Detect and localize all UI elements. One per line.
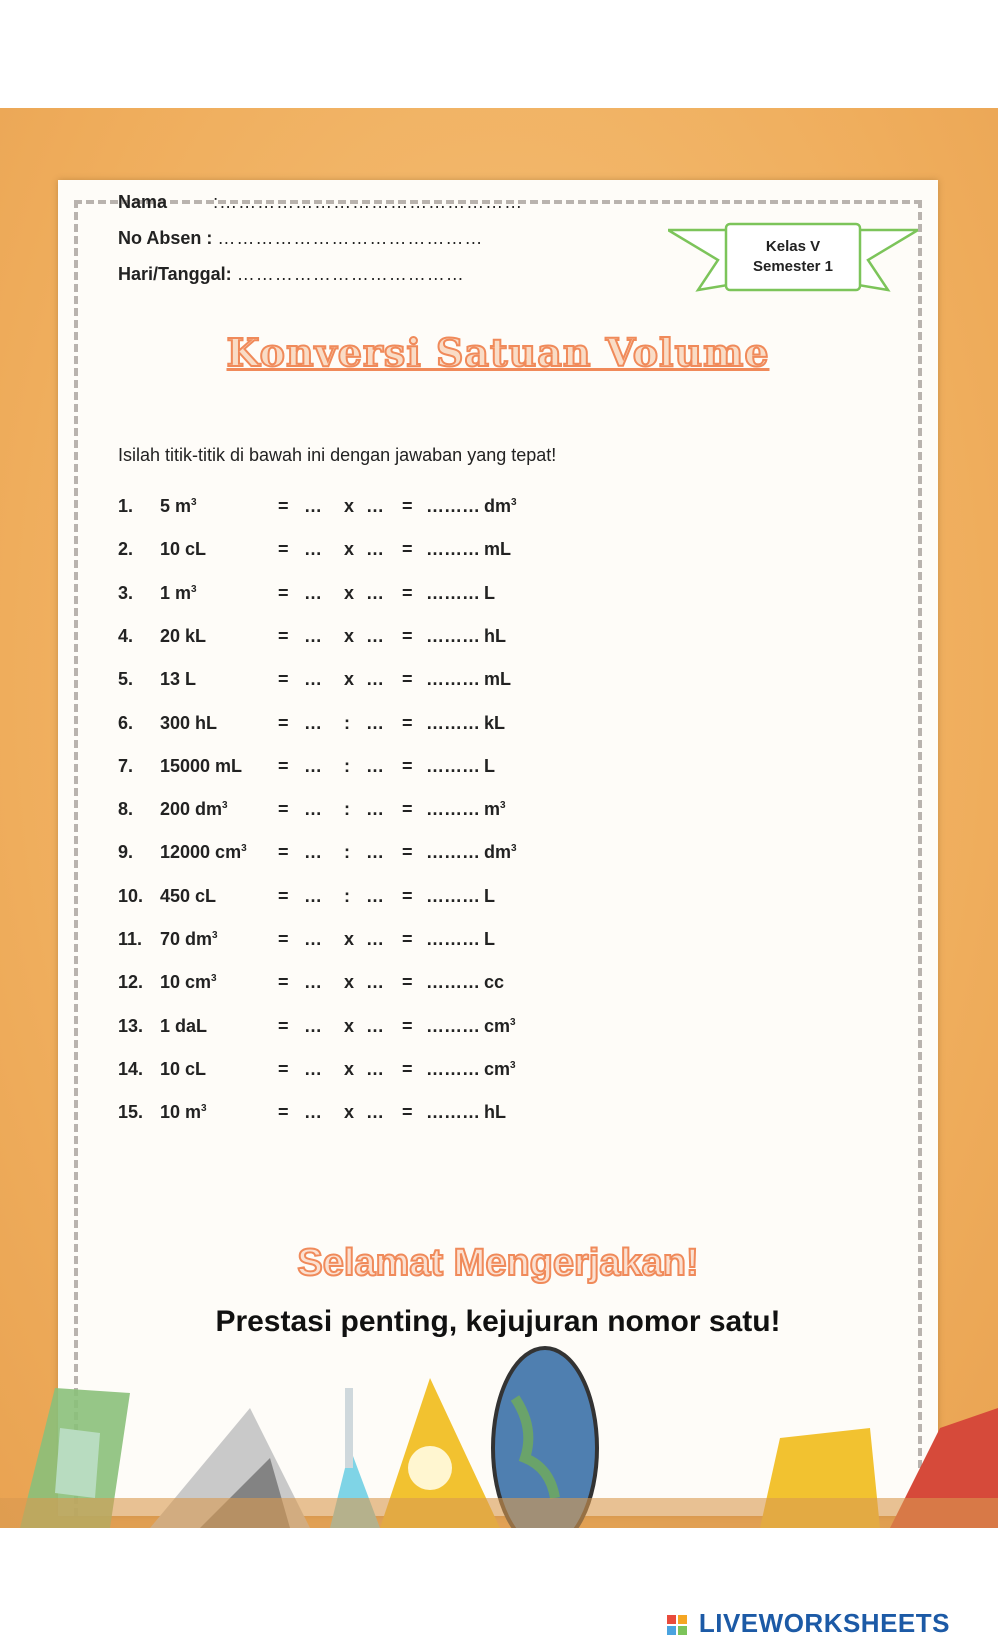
blank-factor-2[interactable]: … (366, 1102, 384, 1123)
answer-field[interactable] (426, 1102, 506, 1123)
question-quantity (160, 1102, 207, 1123)
blank-factor-2[interactable]: … (366, 539, 384, 560)
school-supplies-illustration (0, 1228, 998, 1528)
question-number: 13. (118, 1015, 144, 1036)
equals-sign: = (278, 755, 289, 776)
absen-label: No Absen : (118, 228, 213, 248)
equals-sign: = (402, 582, 413, 603)
equals-sign: = (402, 1058, 413, 1079)
date-label: Hari/Tanggal: (118, 264, 232, 284)
quantity-text: 13 L (160, 669, 197, 690)
banner-semester: Semester 1 (752, 258, 834, 275)
equals-sign: = (402, 625, 413, 646)
equals-sign: = (278, 1102, 289, 1123)
equals-sign: = (402, 972, 413, 993)
answer-field[interactable] (426, 1016, 516, 1037)
blank-factor-2[interactable]: … (366, 1015, 384, 1036)
operator: x (344, 1058, 355, 1079)
operator: x (344, 1015, 355, 1036)
operator: : (344, 755, 350, 776)
question-number: 3. (118, 582, 134, 603)
page-title: Konversi Satuan Volume (226, 330, 770, 375)
answer-unit: mL (484, 539, 511, 560)
answer-unit: hL (484, 1102, 506, 1123)
class-banner (668, 220, 918, 300)
equals-sign: = (402, 712, 413, 733)
quantity-text: 1 m (160, 582, 192, 603)
question-quantity (160, 713, 217, 734)
operator: x (344, 582, 355, 603)
equals-sign: = (278, 496, 289, 516)
equals-sign: = (278, 582, 289, 603)
answer-dots: ……… (426, 539, 480, 560)
answer-dots: ……… (426, 842, 480, 863)
question-number: 11. (118, 929, 143, 949)
answer-dots: ……… (426, 755, 480, 776)
blank-factor-1[interactable]: … (304, 1102, 322, 1123)
blank-factor-1[interactable]: … (304, 929, 322, 949)
equals-sign: = (402, 539, 413, 560)
answer-unit: mL (484, 669, 511, 690)
quantity-exponent: 3 (201, 1103, 207, 1115)
blank-factor-2[interactable]: … (366, 496, 384, 516)
answer-field[interactable] (426, 669, 511, 690)
closing-text: Selamat Mengerjakan! (297, 1242, 699, 1284)
banner-class: Kelas V (765, 238, 821, 255)
answer-field[interactable] (426, 539, 511, 560)
question-number: 12. (118, 972, 144, 993)
blank-factor-2[interactable]: … (366, 885, 384, 906)
operator: x (344, 1102, 355, 1123)
answer-unit: L (484, 929, 495, 949)
quantity-text: 70 dm (160, 929, 213, 949)
answer-unit: cm (484, 1015, 511, 1036)
blank-factor-2[interactable]: … (366, 755, 384, 776)
absen-field[interactable] (118, 228, 483, 249)
blank-factor-1[interactable]: … (304, 1015, 322, 1036)
equals-sign: = (278, 799, 289, 820)
question-quantity (160, 1016, 207, 1037)
blank-factor-2[interactable]: … (366, 625, 384, 646)
liveworksheets-logo[interactable] (667, 1608, 950, 1639)
quantity-text: 5 m (160, 496, 192, 516)
quantity-text: 20 kL (160, 625, 207, 646)
operator: x (344, 496, 355, 516)
answer-field[interactable] (426, 713, 505, 734)
question-quantity (160, 756, 242, 777)
quantity-exponent: 3 (241, 843, 247, 855)
date-field[interactable] (118, 264, 465, 285)
question-quantity (160, 669, 196, 690)
name-field[interactable] (118, 192, 523, 213)
answer-exponent: 3 (500, 800, 506, 812)
answer-dots: ……… (426, 1102, 480, 1123)
blank-factor-1[interactable]: … (304, 712, 322, 733)
quantity-text: 300 hL (160, 712, 218, 733)
question-number: 6. (118, 712, 134, 733)
answer-unit: cc (484, 972, 505, 993)
operator: x (344, 669, 355, 690)
blank-factor-2[interactable]: … (366, 799, 384, 820)
operator: : (344, 799, 350, 820)
answer-dots: ……… (426, 669, 480, 690)
quantity-text: 450 cL (160, 885, 217, 906)
answer-dots: ……… (426, 582, 480, 603)
equals-sign: = (278, 669, 289, 690)
equals-sign: = (278, 712, 289, 733)
blank-factor-1[interactable]: … (304, 496, 322, 516)
blank-factor-2[interactable]: … (366, 972, 384, 993)
equals-sign: = (278, 885, 289, 906)
blank-factor-2[interactable]: … (366, 669, 384, 690)
answer-field[interactable] (426, 626, 506, 647)
operator: x (344, 625, 355, 646)
answer-field[interactable] (426, 929, 495, 950)
quantity-exponent: 3 (191, 583, 197, 595)
equals-sign: = (278, 539, 289, 560)
answer-field[interactable] (426, 496, 517, 517)
question-number: 5. (118, 669, 134, 690)
blank-factor-2[interactable]: … (366, 842, 384, 863)
question-quantity (160, 929, 218, 950)
question-number: 9. (118, 842, 134, 863)
answer-unit: m (484, 799, 501, 820)
blank-factor-2[interactable]: … (366, 1058, 384, 1079)
question-quantity (160, 972, 217, 993)
question-quantity (160, 539, 206, 560)
equals-sign: = (402, 885, 413, 906)
quantity-text: 10 m (160, 1102, 202, 1123)
question-quantity (160, 1059, 206, 1080)
blank-factor-1[interactable]: … (304, 1058, 322, 1079)
liveworksheets-icon (667, 1615, 687, 1635)
equals-sign: = (402, 799, 413, 820)
blank-factor-1[interactable]: … (304, 755, 322, 776)
answer-field[interactable] (426, 842, 517, 863)
question-quantity (160, 886, 216, 907)
answer-unit: dm (484, 842, 511, 863)
answer-unit: L (484, 885, 495, 906)
instruction-text: Isilah titik-titik di bawah ini dengan jawaban yang tepat! (118, 445, 557, 465)
answer-unit: kL (484, 712, 506, 733)
answer-exponent: 3 (511, 497, 517, 508)
answer-dots: ……… (426, 712, 480, 733)
motto-text: Prestasi penting, kejujuran nomor satu! (215, 1305, 781, 1338)
worksheet-background (0, 108, 998, 1528)
question-quantity (160, 626, 206, 647)
equals-sign: = (402, 669, 413, 690)
answer-dots: ……… (426, 799, 480, 820)
answer-field[interactable] (426, 972, 504, 993)
equals-sign: = (278, 1058, 289, 1079)
question-quantity (160, 496, 197, 517)
blank-factor-1[interactable]: … (304, 972, 322, 993)
blank-factor-1[interactable]: … (304, 669, 322, 690)
answer-field[interactable] (426, 799, 506, 820)
blank-factor-1[interactable]: … (304, 582, 322, 603)
answer-dots: ……… (426, 1058, 480, 1079)
operator: : (344, 712, 350, 733)
answer-dots: ……… (426, 972, 480, 993)
blank-factor-1[interactable]: … (304, 539, 322, 560)
equals-sign: = (402, 842, 413, 863)
quantity-exponent: 3 (212, 930, 218, 941)
blank-factor-1[interactable]: … (304, 625, 322, 646)
question-quantity (160, 842, 247, 863)
answer-unit: hL (484, 625, 506, 646)
absen-dots: …………………………………… (217, 228, 484, 248)
operator: x (344, 929, 355, 949)
question-number: 2. (118, 539, 134, 560)
equals-sign: = (402, 929, 413, 949)
question-quantity (160, 583, 197, 604)
blank-factor-2[interactable]: … (366, 929, 384, 949)
quantity-exponent: 3 (191, 497, 197, 508)
quantity-text: 1 daL (160, 1015, 208, 1036)
equals-sign: = (278, 929, 289, 949)
answer-exponent: 3 (511, 843, 517, 855)
question-number: 10. (118, 885, 144, 906)
answer-field[interactable] (426, 756, 495, 777)
equals-sign: = (278, 1015, 289, 1036)
answer-dots: ……… (426, 1015, 480, 1036)
quantity-text: 200 dm (160, 799, 223, 820)
equals-sign: = (402, 496, 413, 516)
question-number: 8. (118, 799, 134, 820)
quantity-text: 10 cL (160, 539, 207, 560)
answer-dots: ……… (426, 625, 480, 646)
quantity-text: 12000 cm (160, 842, 242, 863)
blank-factor-2[interactable]: … (366, 712, 384, 733)
equals-sign: = (402, 755, 413, 776)
equals-sign: = (402, 1015, 413, 1036)
question-quantity (160, 799, 228, 820)
answer-field[interactable] (426, 886, 495, 907)
blank-factor-1[interactable]: … (304, 885, 322, 906)
quantity-text: 10 cL (160, 1058, 207, 1079)
operator: x (344, 539, 355, 560)
operator: : (344, 842, 350, 863)
answer-unit: L (484, 582, 495, 603)
answer-dots: ……… (426, 885, 480, 906)
quantity-exponent: 3 (211, 973, 217, 985)
answer-dots: ……… (426, 929, 480, 949)
equals-sign: = (278, 842, 289, 863)
name-dots: :………………………………………… (213, 192, 524, 212)
answer-unit: L (484, 755, 495, 776)
blank-factor-2[interactable]: … (366, 582, 384, 603)
quantity-text: 15000 mL (160, 755, 243, 776)
answer-unit: dm (484, 496, 511, 516)
blank-factor-1[interactable]: … (304, 842, 322, 863)
question-number: 1. (118, 496, 134, 516)
equals-sign: = (402, 1102, 413, 1123)
answer-unit: cm (484, 1058, 511, 1079)
logo-text: LIVEWORKSHEETS (698, 1608, 950, 1638)
answer-exponent: 3 (510, 1016, 516, 1028)
operator: : (344, 885, 350, 906)
date-dots: ……………………………… (236, 264, 465, 284)
equals-sign: = (278, 625, 289, 646)
question-number: 7. (118, 755, 134, 776)
blank-factor-1[interactable]: … (304, 799, 322, 820)
name-label: Nama (118, 192, 168, 212)
answer-field[interactable] (426, 1059, 516, 1080)
equals-sign: = (278, 972, 289, 993)
answer-field[interactable] (426, 583, 495, 604)
quantity-exponent: 3 (222, 800, 228, 812)
question-number: 14. (118, 1058, 144, 1079)
quantity-text: 10 cm (160, 972, 212, 993)
answer-dots: ……… (426, 496, 480, 516)
operator: x (344, 972, 355, 993)
question-number: 4. (118, 625, 134, 646)
answer-exponent: 3 (510, 1059, 516, 1071)
question-number: 15. (118, 1102, 144, 1123)
